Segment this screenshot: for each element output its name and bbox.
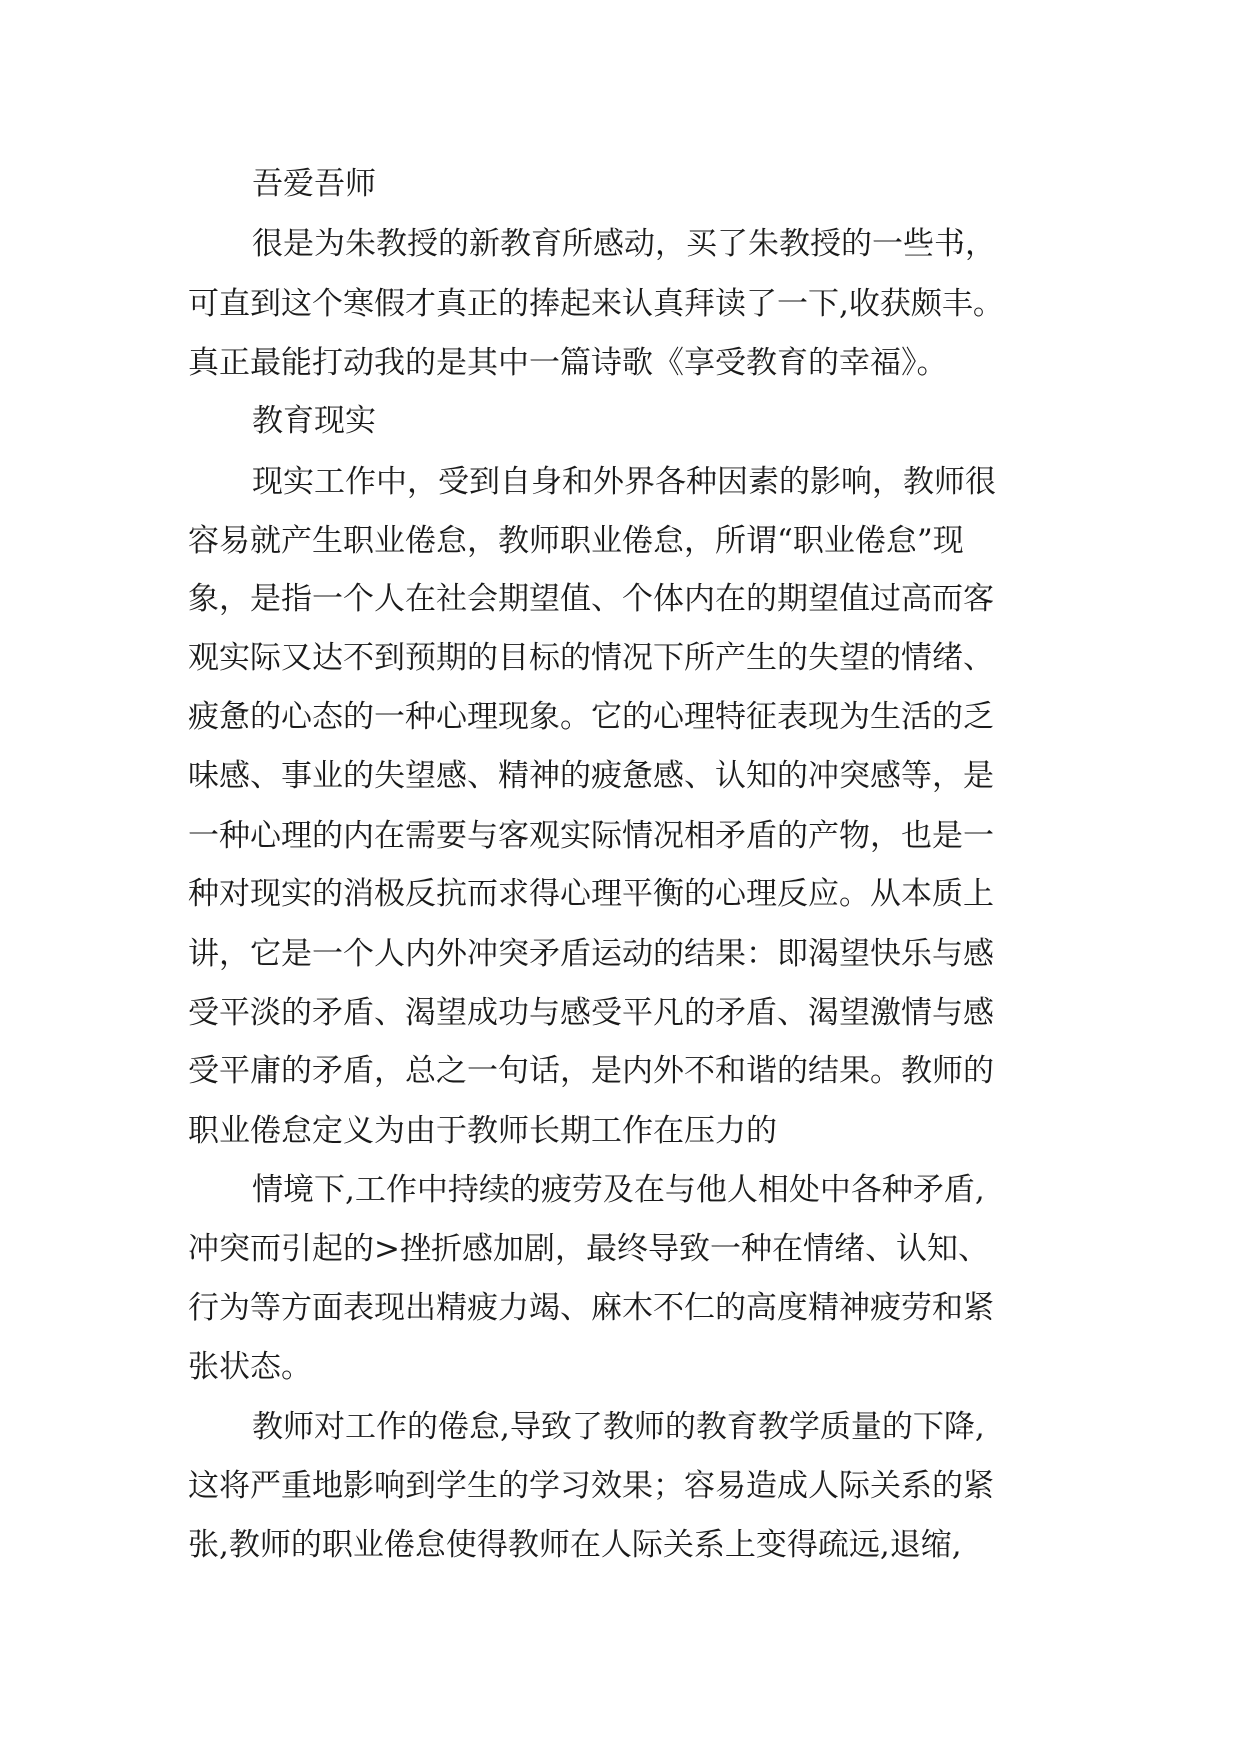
paragraph-line: 冲突而引起的>挫折感加剧，最终导致一种在情绪、认知、 [188,1231,989,1267]
paragraph-line: 行为等方面表现出精疲力竭、麻木不仁的高度精神疲劳和紧 [188,1290,994,1326]
paragraph-line: 讲，它是一个人内外冲突矛盾运动的结果：即渴望快乐与感 [188,936,994,972]
paragraph-line: 这将严重地影响到学生的学习效果；容易造成人际关系的紧 [188,1468,994,1504]
paragraph-line: 张,教师的职业倦怠使得教师在人际关系上变得疏远,退缩, [188,1527,962,1563]
section-heading: 吾爱吾师 [252,166,376,202]
paragraph-line: 张状态。 [188,1349,312,1385]
paragraph-line: 容易就产生职业倦怠，教师职业倦怠，所谓“职业倦怠”现 [188,523,964,559]
paragraph-line: 种对现实的消极反抗而求得心理平衡的心理反应。从本质上 [188,876,994,912]
paragraph-line: 情境下,工作中持续的疲劳及在与他人相处中各种矛盾, [252,1172,985,1208]
paragraph-line: 受平淡的矛盾、渴望成功与感受平凡的矛盾、渴望激情与感 [188,995,994,1031]
paragraph-line: 疲惫的心态的一种心理现象。它的心理特征表现为生活的乏 [188,699,994,735]
paragraph-line: 现实工作中，受到自身和外界各种因素的影响，教师很 [252,464,996,500]
section-heading: 教育现实 [252,403,376,439]
paragraph-line: 教师对工作的倦怠,导致了教师的教育教学质量的下降, [252,1409,985,1445]
paragraph-line: 受平庸的矛盾，总之一句话，是内外不和谐的结果。教师的 [188,1053,994,1089]
paragraph-line: 一种心理的内在需要与客观实际情况相矛盾的产物，也是一 [188,818,994,854]
paragraph-line: 很是为朱教授的新教育所感动，买了朱教授的一些书， [252,226,996,262]
paragraph-line: 观实际又达不到预期的目标的情况下所产生的失望的情绪、 [188,640,994,676]
paragraph-line: 职业倦怠定义为由于教师长期工作在压力的 [188,1113,777,1149]
paragraph-line: 象，是指一个人在社会期望值、个体内在的期望值过高而客 [188,581,994,617]
paragraph-line: 味感、事业的失望感、精神的疲惫感、认知的冲突感等，是 [188,758,994,794]
paragraph-line: 真正最能打动我的是其中一篇诗歌《享受教育的幸福》。 [188,345,948,381]
paragraph-line: 可直到这个寒假才真正的捧起来认真拜读了一下,收获颇丰。 [188,286,1004,322]
